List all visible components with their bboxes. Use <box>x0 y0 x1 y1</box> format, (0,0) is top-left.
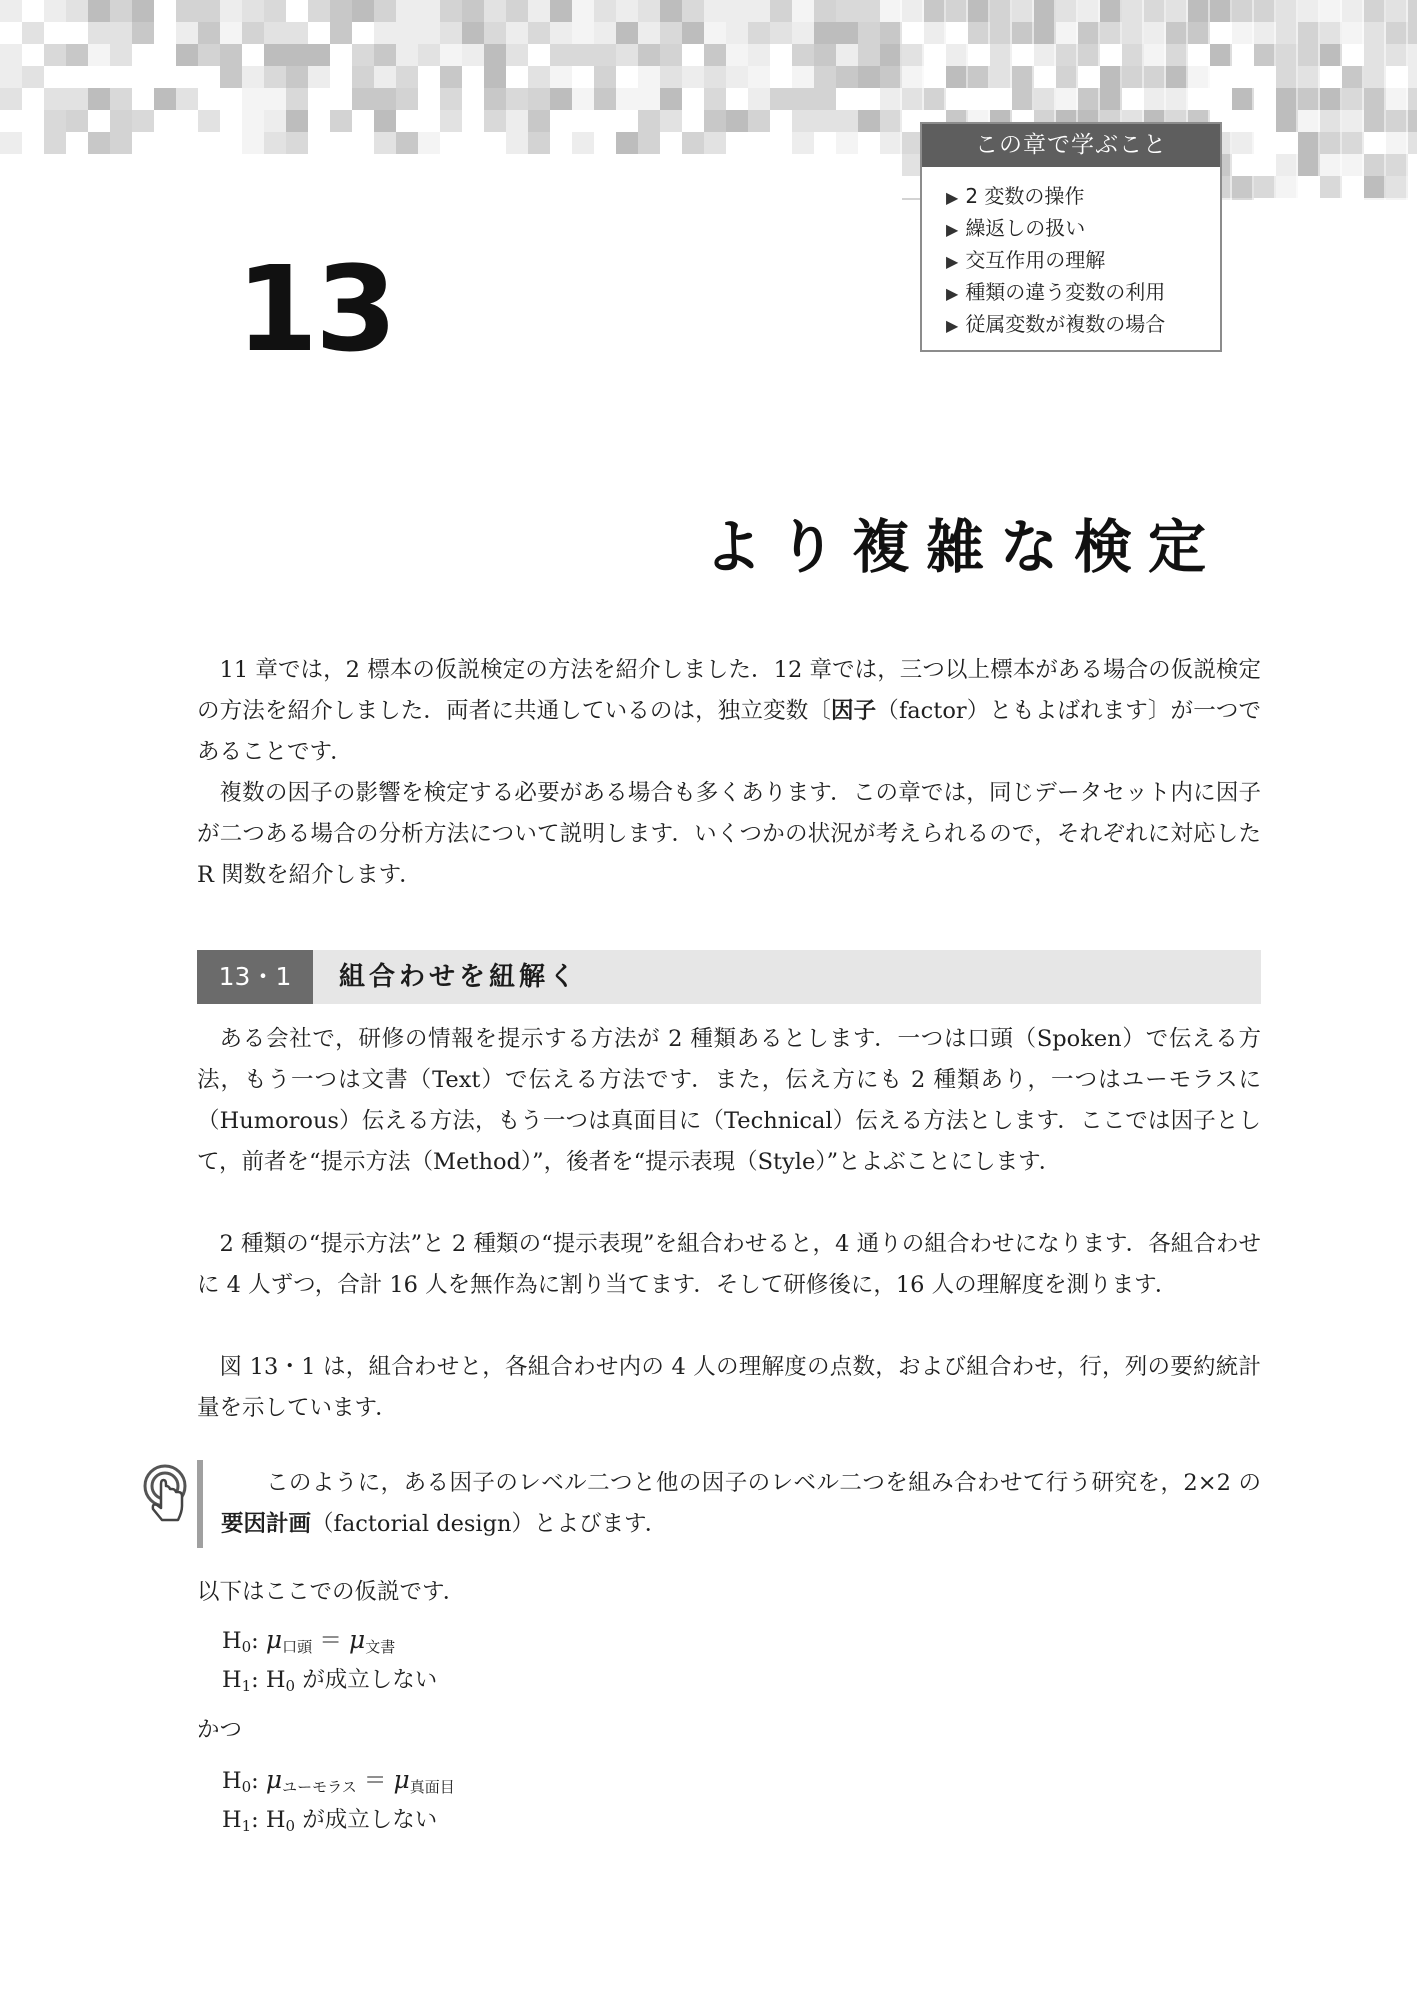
chapter-number: 13 <box>236 240 395 378</box>
objective-item: ▶ 種類の違う変数の利用 <box>946 280 1166 304</box>
triangle-bullet-icon: ▶ <box>946 252 959 271</box>
triangle-bullet-icon: ▶ <box>946 316 959 335</box>
triangle-bullet-icon: ▶ <box>946 284 959 303</box>
section-number: 13・1 <box>197 950 313 1004</box>
chapter-title: より複雑な検定 <box>703 513 1222 581</box>
term-factorial-design: 要因計画 <box>221 1511 312 1537</box>
section-paragraph-1: ある会社で，研修の情報を提示する方法が 2 種類あるとします．一つは口頭（Spoken）で伝える方法，もう一つは文書（Text）で伝える方法です．また，伝え方にも 2 種類あり，一つはユーモラスに（Humorous）伝える方法，もう一つは真面目に（Technical）伝える方法とします．ここでは因子として，前者を“提示方法（Method）”，後者を“提示表現（Style）”とよぶことにします． <box>197 1026 1261 1175</box>
hypothesis-h0-style: $H_0$: $\mu_{ユーモラス} = \mu_{真面目}$ <box>222 1765 455 1796</box>
intro-paragraph-2: 複数の因子の影響を検定する必要がある場合も多くあります．この章では，同じデータセット内に因子が二つある場合の分析方法について説明します．いくつかの状況が考えられるので，それぞれに対応した R 関数を紹介します． <box>197 780 1261 888</box>
triangle-bullet-icon: ▶ <box>946 188 959 207</box>
objectives-list <box>922 167 1220 341</box>
note-text: このように，ある因子のレベル二つと他の因子のレベル二つを組み合わせて行う研究を，2×2 の要因計画（factorial design）とよびます． <box>221 1470 1261 1537</box>
objective-item: ▶ 交互作用の理解 <box>946 248 1106 272</box>
objective-item: ▶ 従属変数が複数の場合 <box>946 312 1166 336</box>
intro-paragraph-1: 11 章では，2 標本の仮説検定の方法を紹介しました．12 章では，三つ以上標本がある場合の仮説検定の方法を紹介しました．両者に共通しているのは，独立変数〔因子（factor）ともよばれます〕が一つであることです． <box>197 657 1261 765</box>
note-callout <box>197 1460 1261 1548</box>
objective-item: ▶ 2 変数の操作 <box>946 184 1085 208</box>
term-factor: 因子 <box>831 698 877 724</box>
triangle-bullet-icon: ▶ <box>946 220 959 239</box>
section-heading-bar <box>197 950 1261 1004</box>
hypothesis-h1-style: $H_1$: $H_0$ が成立しない <box>222 1807 438 1835</box>
hypotheses-and: かつ <box>197 1717 243 1743</box>
chapter-objectives-box <box>920 122 1222 352</box>
section-paragraph-3: 図 13・1 は，組合わせと，各組合わせ内の 4 人の理解度の点数，および組合わせ，行，列の要約統計量を示しています． <box>197 1354 1261 1421</box>
section-title: 組合わせを紐解く <box>339 962 580 992</box>
pointing-hand-icon <box>140 1462 196 1528</box>
hypothesis-h0-method: $H_0$: $\mu_{口頭} = \mu_{文書}$ <box>222 1625 396 1656</box>
hypotheses-intro: 以下はここでの仮説です． <box>197 1579 466 1605</box>
objective-item: ▶ 繰返しの扱い <box>946 216 1086 240</box>
objectives-heading: この章で学ぶこと <box>922 124 1220 167</box>
hypothesis-h1-method: $H_1$: $H_0$ が成立しない <box>222 1667 438 1695</box>
section-paragraph-2: 2 種類の“提示方法”と 2 種類の“提示表現”を組合わせると，4 通りの組合わせになります．各組合わせに 4 人ずつ，合計 16 人を無作為に割り当てます．そして研修後に，16 人の理解度を測ります． <box>197 1231 1261 1298</box>
